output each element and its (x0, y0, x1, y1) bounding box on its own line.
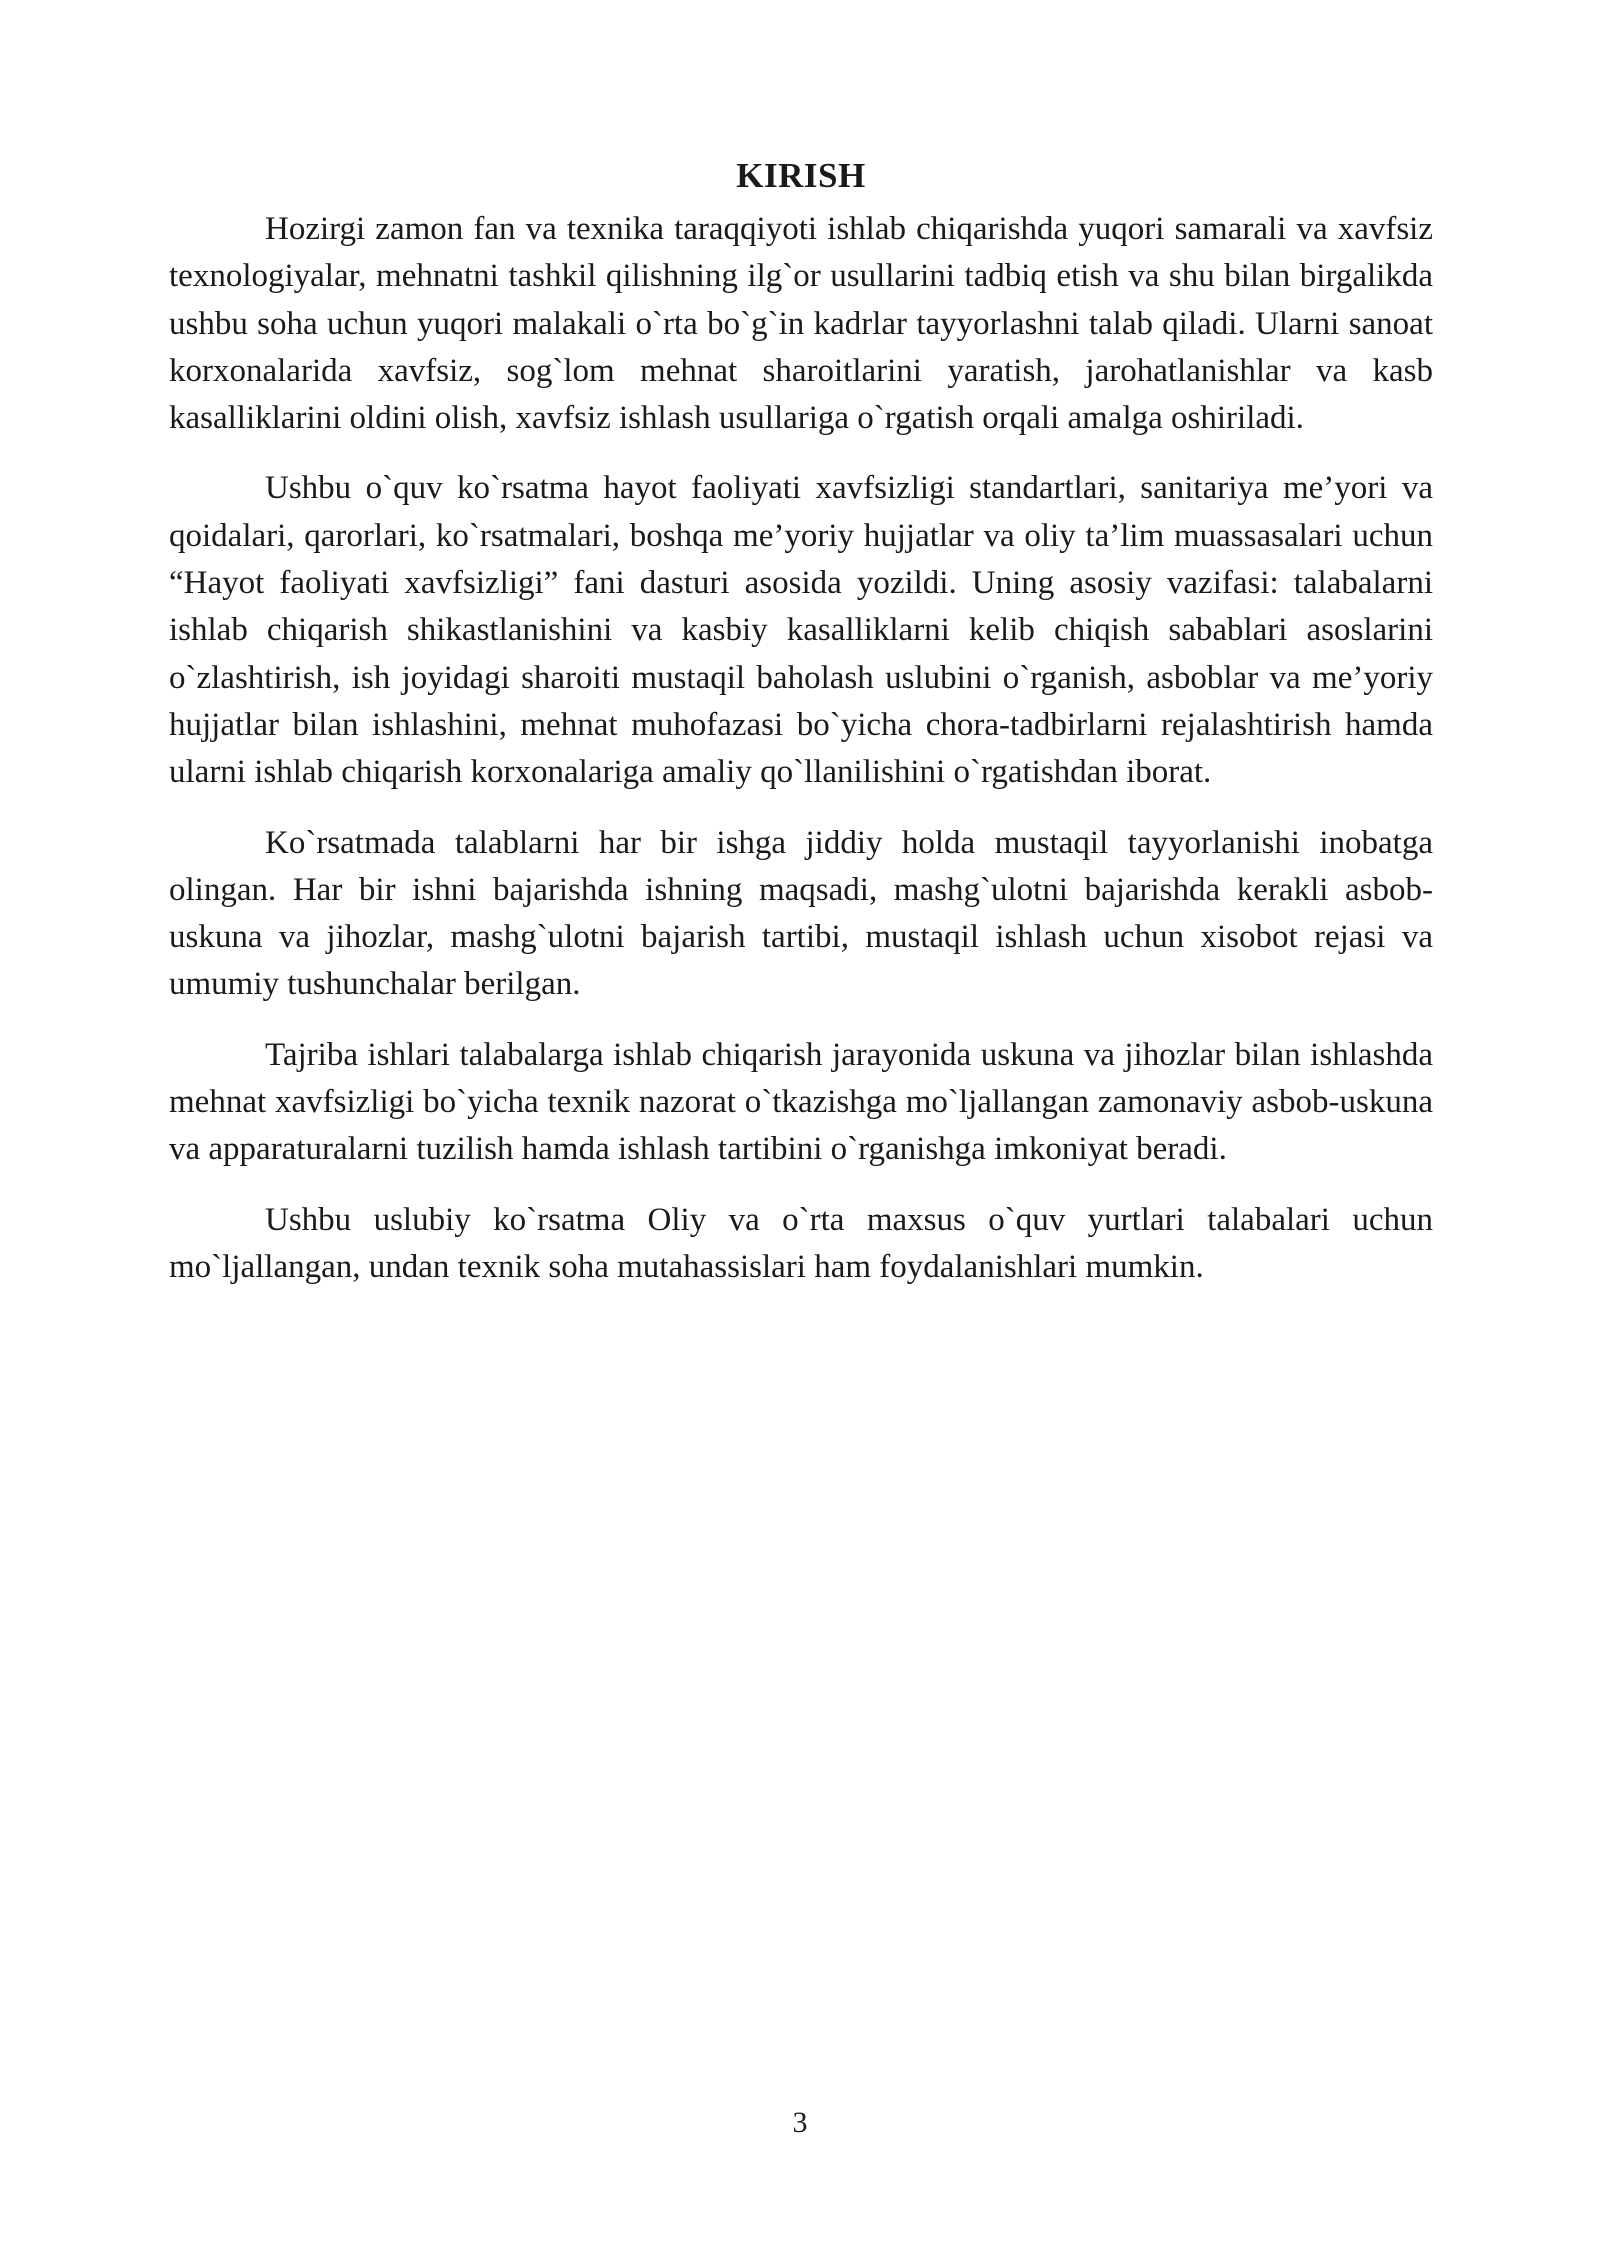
section-title: KIRISH (736, 156, 866, 195)
paragraph-3: Ko`rsatmada talablarni har bir ishga jiddiy holda mustaqil tayyorlanishi inobatga olingan. Har bir ishni bajarishda ishning maqsadi, mashg`ulotni bajarishda kerakli asbob-uskuna va jihozlar, mashg`ulotni bajarish tartibi, mustaqil ishlash uchun xisobot rejasi va umumiy tushunchalar berilgan. (169, 824, 1433, 1003)
paragraph-5: Ushbu uslubiy ko`rsatma Oliy va o`rta maxsus o`quv yurtlari talabalari uchun mo`ljallangan, undan texnik soha mutahassislari ham foydalanishlari mumkin. (169, 1201, 1433, 1285)
page-number: 3 (792, 2106, 808, 2139)
document-page (169, 150, 1433, 1314)
paragraph-2: Ushbu o`quv ko`rsatma hayot faoliyati xavfsizligi standartlari, sanitariya me’yori va qoidalari, qarorlari, ko`rsatmalari, boshqa me’yoriy hujjatlar va oliy ta’lim muassasalari uchun “Hayot faoliyati xavfsizligi” fani dasturi asosida yozildi. Uning asosiy vazifasi: talabalarni ishlab chiqarish shikastlanishini va kasbiy kasalliklarni kelib chiqish sabablari asoslarini o`zlashtirish, ish joyidagi sharoiti mustaqil baholash uslubini o`rganish, asboblar va me’yoriy hujjatlar bilan ishlashini, mehnat muhofazasi bo`yicha chora-tadbirlarni rejalashtirish hamda ularni ishlab chiqarish korxonalariga amaliy qo`llanilishini o`rgatishdan iborat. (169, 470, 1433, 791)
paragraph-4: Tajriba ishlari talabalarga ishlab chiqarish jarayonida uskuna va jihozlar bilan ishlashda mehnat xavfsizligi bo`yicha texnik nazorat o`tkazishga mo`ljallangan zamonaviy asbob-uskuna va apparaturalarni tuzilish hamda ishlash tartibini o`rganishga imkoniyat beradi. (169, 1036, 1433, 1168)
paragraph-1: Hozirgi zamon fan va texnika taraqqiyoti ishlab chiqarishda yuqori samarali va xavfsiz texnologiyalar, mehnatni tashkil qilishning ilg`or usullarini tadbiq etish va shu bilan birgalikda ushbu soha uchun yuqori malakali o`rta bo`g`in kadrlar tayyorlashni talab qiladi. Ularni sanoat korxonalarida xavfsiz, sog`lom mehnat sharoitlarini yaratish, jarohatlanishlar va kasb kasalliklarini oldini olish, xavfsiz ishlash usullariga o`rgatish orqali amalga oshiriladi. (169, 211, 1433, 437)
